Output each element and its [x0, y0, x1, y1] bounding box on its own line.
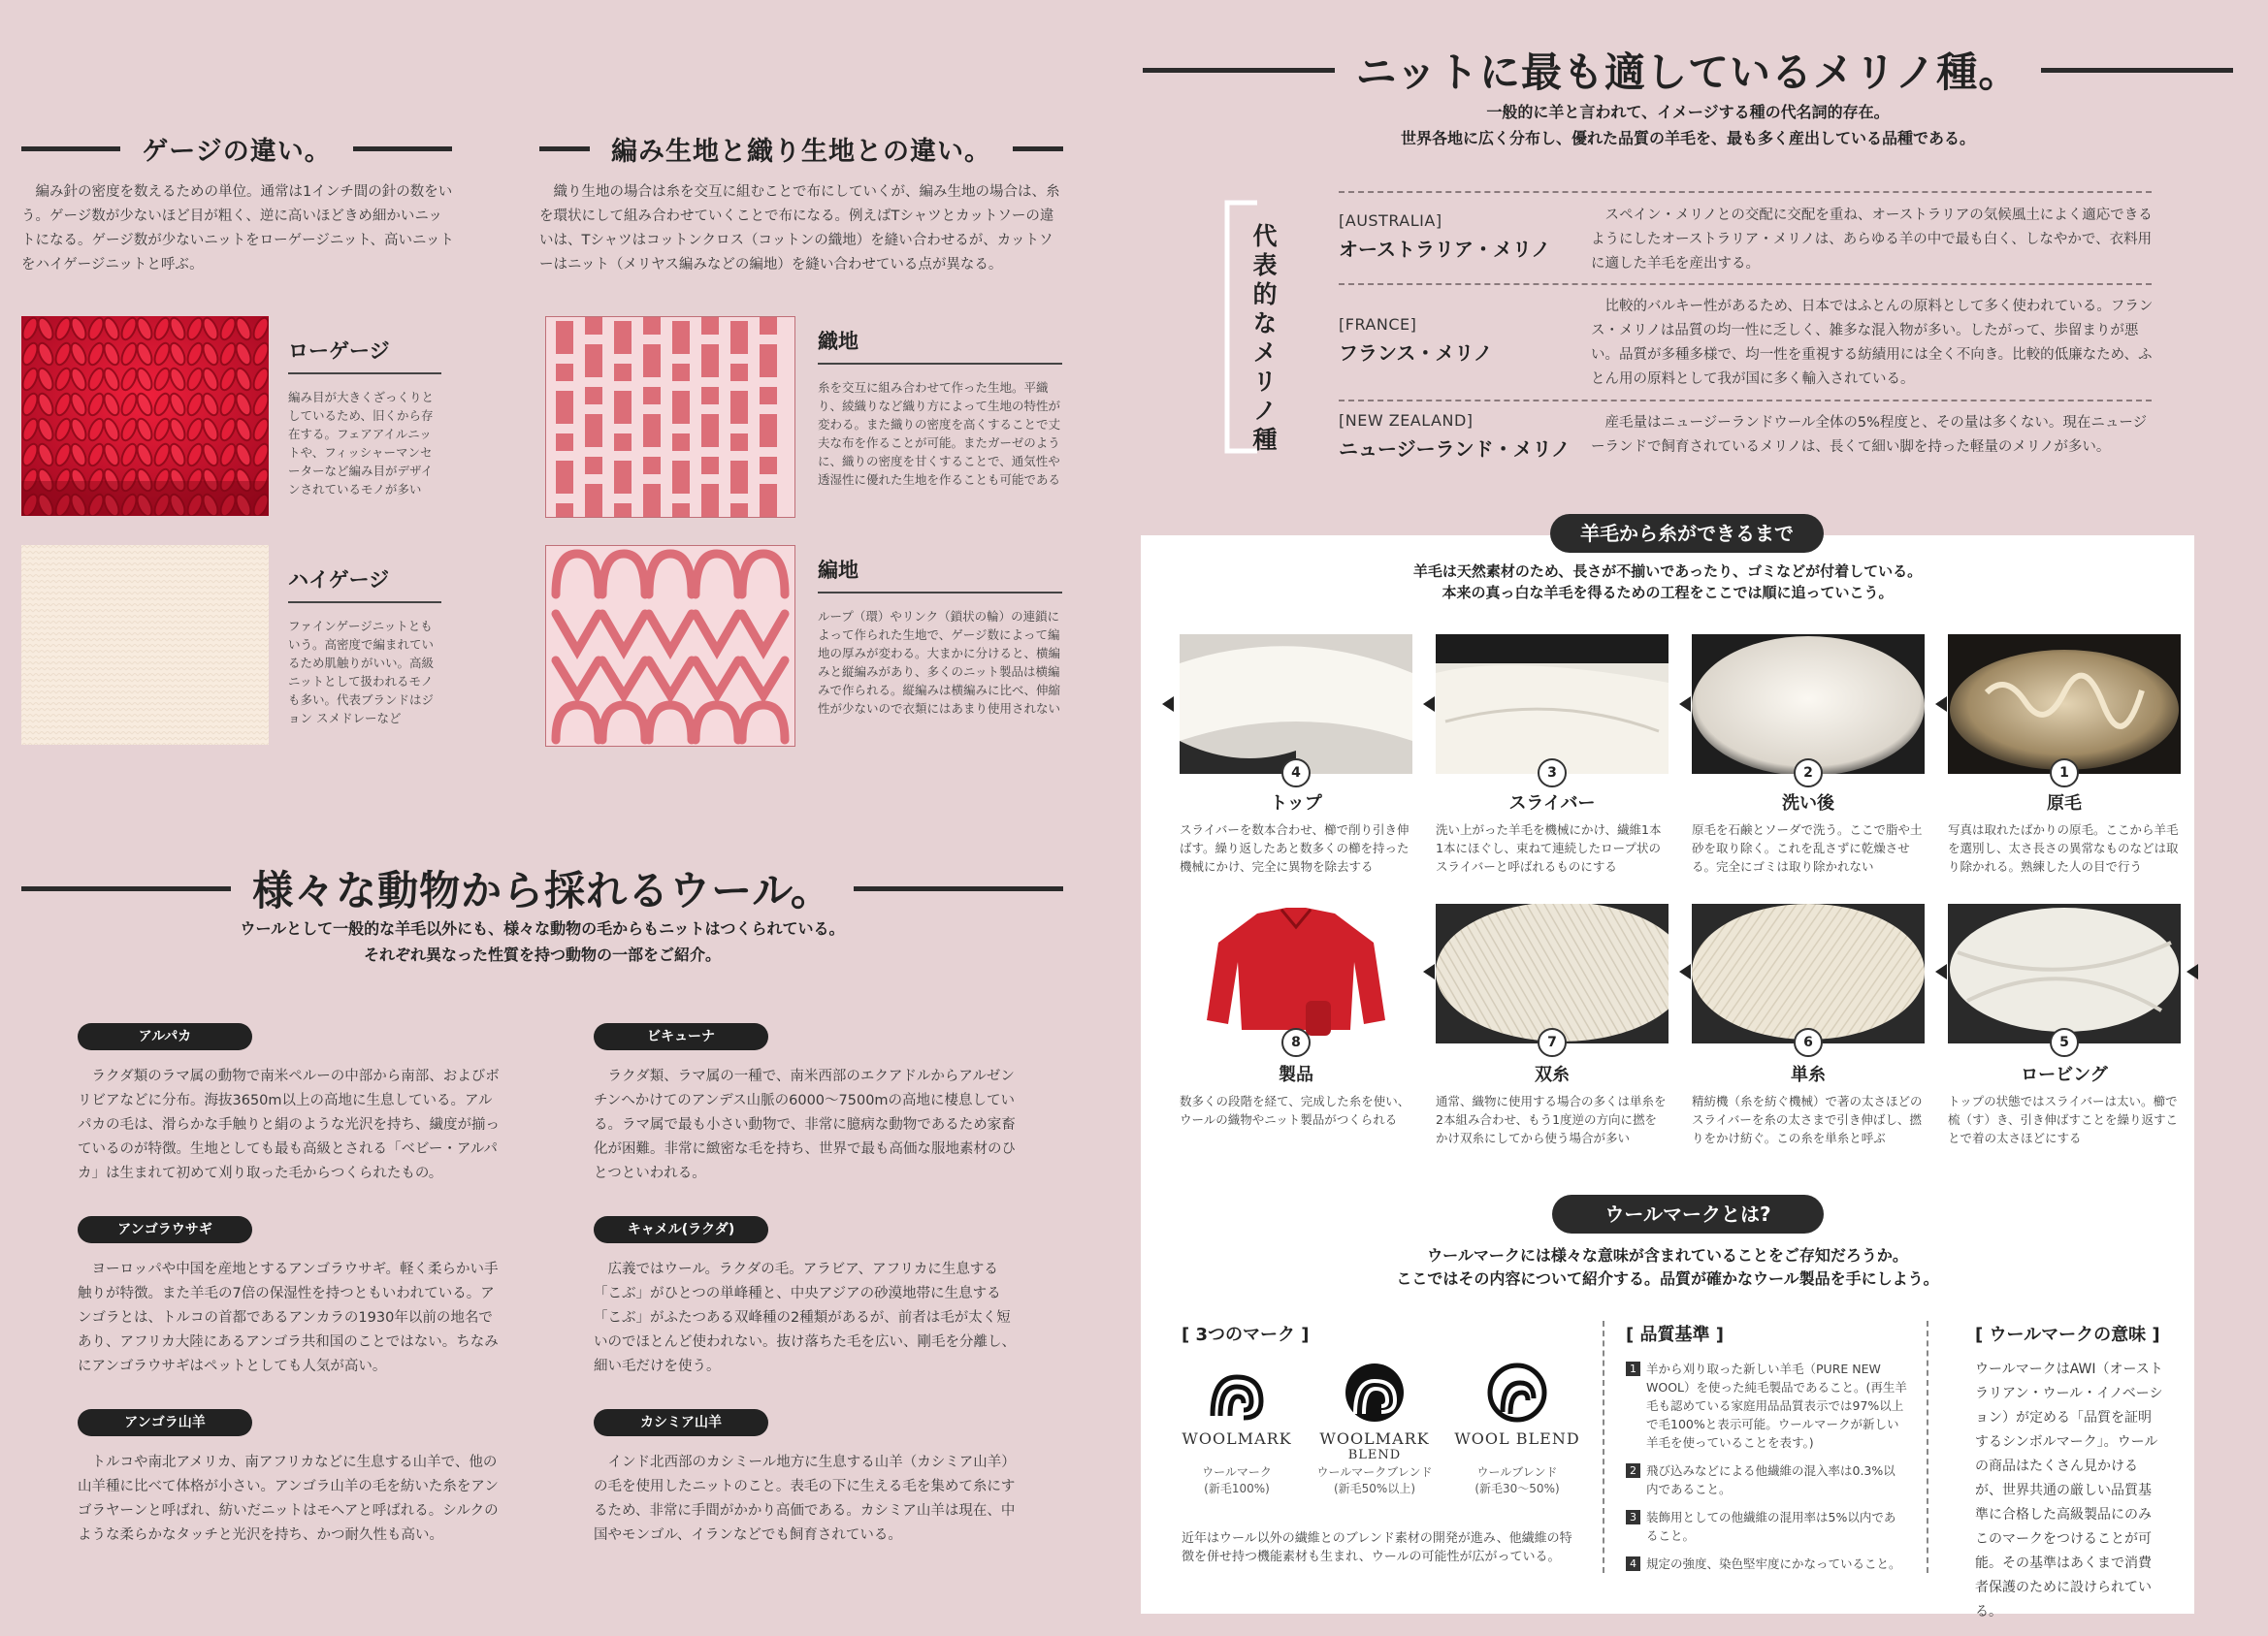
- animal-desc-cashmere-goat: インド北西部のカシミール地方に生息する山羊（カシミア山羊）の毛を使用したニットのこと。表毛の下に生える毛を集めて糸にするため、非常に手間がかかり高価である。カシミア山羊は現在、中国やモンゴル、イランなどでも飼育されている。: [594, 1455, 1016, 1543]
- knit-title: 編地: [818, 555, 1062, 593]
- high-gauge-block: [288, 564, 441, 727]
- merino-divider: [1339, 400, 2152, 401]
- knit-block: [818, 555, 1062, 718]
- arrow-left-icon: [1679, 696, 1691, 712]
- step-desc-product: 数多くの段階を経て、完成した糸を使い、ウールの織物やニット製品がつくられる: [1180, 1094, 1410, 1127]
- low-gauge-knit-photo: [21, 316, 269, 516]
- arrow-left-icon: [1162, 696, 1174, 712]
- step-name-sliver: スライバー: [1508, 793, 1596, 814]
- arrow-left-icon: [1935, 696, 1947, 712]
- step-image-sliver: [1436, 634, 1669, 774]
- process-title: 羊毛から糸ができるまで: [1550, 514, 1824, 553]
- red-sweater-photo: [1180, 904, 1412, 1043]
- animal-name-alpaca: アルパカ: [78, 1023, 252, 1050]
- marks-note: 近年はウール以外の繊維とのブレンド素材の開発が進み、他繊維の特徴を併せ持つ機能素材も生まれ、ウールの可能性が広がっている。: [1182, 1531, 1572, 1564]
- arrow-left-icon: [1679, 964, 1691, 979]
- step-name-single-yarn: 単糸: [1791, 1065, 1826, 1085]
- step-name-product: 製品: [1279, 1065, 1313, 1085]
- gauge-body: 編み針の密度を数えるための単位。通常は1インチ間の針の数をいう。ゲージ数が少ないほど目が粗く、逆に高いほどきめ細かいニットになる。ゲージ数が少ないニットをローゲージニット、高いニットをハイゲージニットと呼ぶ。: [21, 184, 454, 273]
- step-image-raw-wool: [1948, 634, 2181, 774]
- step-number: 6: [1794, 1028, 1823, 1057]
- standard-item: 3 装飾用としての他繊維の混用率は5%以内であること。: [1626, 1508, 1907, 1545]
- woolmark-title: ウールマークとは?: [1552, 1195, 1824, 1234]
- step-number: 7: [1538, 1028, 1567, 1057]
- animal-name-vicuna: ビキューナ: [594, 1023, 768, 1050]
- knit-pattern-graphic: [546, 546, 794, 746]
- low-gauge-block: [288, 336, 441, 498]
- standards-heading: [ 品質基準 ]: [1626, 1325, 1724, 1345]
- woven-block: [818, 326, 1062, 489]
- merino-vertical-label: 代表的なメリノ種: [1249, 223, 1278, 456]
- process-subtitle: 羊毛は天然素材のため、長さが不揃いであったり、ゴミなどが付着している。 本来の真っ白な羊毛を得るための工程をここでは順に追っていこう。: [1412, 562, 1923, 601]
- merino-divider: [1339, 191, 2152, 193]
- step-number: 5: [2050, 1028, 2079, 1057]
- step-name-double-yarn: 双糸: [1535, 1065, 1570, 1085]
- meaning-heading: [ ウールマークの意味 ]: [1975, 1325, 2160, 1345]
- standard-item: 1 羊から刈り取った新しい羊毛（PURE NEW WOOL）を使った純毛製品であること。(再生羊毛も認めている家庭用品品質表示では97%以上で毛100%と表示可能。ウールマークが新しい羊毛を使っていることを表す。): [1626, 1360, 1907, 1452]
- animal-name-angora-goat: アンゴラ山羊: [78, 1409, 252, 1436]
- step-image-double-yarn: [1436, 904, 1669, 1043]
- mark-wool-blend: WOOL BLEND ウールブレンド (新毛30～50%): [1454, 1358, 1580, 1497]
- woolmark-divider: [1603, 1321, 1604, 1573]
- woolmark-logo-icon: [1174, 1358, 1300, 1426]
- merino-item-new-zealand: [NEW ZEALAND] ニュージーランド・メリノ: [1339, 411, 1571, 461]
- step-desc-washed: 原毛を石鹸とソーダで洗う。ここで脂や土砂を取り除く。これを乱さずに乾燥させる。完全にゴミは取り除かれない: [1692, 822, 1923, 874]
- animal-name-cashmere-goat: カシミア山羊: [594, 1409, 768, 1436]
- step-name-top: トップ: [1270, 793, 1322, 814]
- merino-desc-australia: スペイン・メリノとの交配に交配を重ね、オーストラリアの気候風土によく適応できるようにしたオーストラリア・メリノは、あらゆる羊の中で最も白く、しなやかで、衣料用に適した羊毛を産出する。: [1591, 208, 2153, 272]
- step-desc-double-yarn: 通常、織物に使用する場合の多くは単糸を2本組み合わせ、もう1度逆の方向に撚をかけ双糸にしてから使う場合が多い: [1436, 1094, 1667, 1145]
- animals-subtitle: ウールとして一般的な羊毛以外にも、様々な動物の毛からもニットはつくられている。 それぞれ異なった性質を持つ動物の一部をご紹介。: [240, 919, 845, 964]
- merino-desc-france: 比較的バルキー性があるため、日本ではふとんの原料として多く使われている。フランス・メリノは品質の均一性に乏しく、雑多な混入物が多い。したがって、歩留まりが悪い。品質が多種多様で、均一性を重視する紡績用には全く不向き。比較的低廉なため、ふとん用の原料として我が国に多く輸入されている。: [1591, 299, 2154, 387]
- animal-name-angora-rabbit: アンゴラウサギ: [78, 1216, 252, 1243]
- low-gauge-desc: 編み目が大きくざっくりとしているため、旧くから存在する。フェアアイルニットや、フィッシャーマンセーターなど編み目がデザインされているモノが多い: [288, 390, 435, 497]
- animal-name-camel: キャメル(ラクダ): [594, 1216, 768, 1243]
- fabric-body: 織り生地の場合は糸を交互に組むことで布にしていくが、編み生地の場合は、糸を環状にして組み合わせていくことで布になる。例えばTシャツとカットソーの違いは、Tシャツはコットンクロス（コットンの織地）を縫い合わせるが、カットソーはニット（メリヤス編みなどの編地）を縫い合わせている点が異なる。: [539, 184, 1060, 273]
- standard-item: 2 飛び込みなどによる他繊維の混入率は0.3%以内であること。: [1626, 1461, 1907, 1498]
- merino-item-australia: [AUSTRALIA] オーストラリア・メリノ: [1339, 211, 1551, 261]
- high-gauge-title: ハイゲージ: [288, 564, 441, 603]
- step-desc-single-yarn: 精紡機（糸を紡ぐ機械）で著の太さほどのスライバーを糸の太さまで引き伸ばし、撚りをかけ紡ぐ。この糸を単糸と呼ぶ: [1692, 1094, 1923, 1145]
- marks-heading: [ 3つのマーク ]: [1182, 1325, 1310, 1345]
- high-gauge-knit-photo: [21, 545, 269, 745]
- step-image-product: [1180, 904, 1412, 1043]
- step-number: 1: [2050, 758, 2079, 787]
- woven-pattern-graphic: [546, 317, 794, 517]
- step-desc-top: スライバーを数本合わせ、櫛で削り引き伸ばす。繰り返したあと数多くの櫛を持った機械にかけ、完全に異物を除去する: [1180, 822, 1409, 874]
- woven-desc: 糸を交互に組み合わせて作った生地。平織り、綾織りなど織り方によって生地の特性が変わる。また織りの密度を高くすることで丈夫な布を作ることが可能。またガーゼのように、織りの密度を甘くすることで、通気性や透湿性に優れた生地を作ることも可能である: [818, 380, 1061, 487]
- step-image-single-yarn: [1692, 904, 1925, 1043]
- animals-section-title: 様々な動物から採れるウール。: [21, 859, 1063, 917]
- gauge-section-title: ゲージの違い。: [21, 130, 452, 168]
- arrow-left-icon: [1423, 964, 1435, 979]
- merino-item-france: [FRANCE] フランス・メリノ: [1339, 315, 1493, 365]
- merino-subtitle: 一般的に羊と言われて、イメージする種の代名詞的存在。 世界各地に広く分布し、優れた品質の羊毛を、最も多く産出している品種である。: [1400, 103, 1975, 147]
- step-name-washed: 洗い後: [1782, 793, 1834, 814]
- meaning-text: ウールマークはAWI（オーストラリアン・ウール・イノベーション）が定める「品質を証明するシンボルマーク」。ウールの商品はたくさん見かけるが、世界共通の厳しい品質基準に合格した高級製品にのみこのマークをつけることが可能。その基準はあくまで消費者保護のために設けられている。: [1975, 1362, 2163, 1620]
- step-image-washed: [1692, 634, 1925, 774]
- woolmark-blend-logo-icon: [1312, 1358, 1438, 1426]
- arrow-left-icon: [1935, 964, 1947, 979]
- step-desc-raw-wool: 写真は取れたばかりの原毛。ここから羊毛を選別し、太さ長さの異常なものなどは取り除かれる。熟練した人の目で行う: [1948, 822, 2179, 874]
- woven-illustration: [545, 316, 795, 518]
- mark-woolmark-blend: WOOLMARK BLEND ウールマークブレンド (新毛50%以上): [1312, 1358, 1438, 1497]
- animal-desc-vicuna: ラクダ類、ラマ属の一種で、南米西部のエクアドルからアルゼンチンへかけてのアンデス山脈の6000～7500mの高地に棲息している。ラマ属で最も小さい動物で、非常に臆病な動物であるため家畜化が困難。非常に緻密な毛を持ち、世界で最も高価な服地素材のひとつといわれる。: [594, 1069, 1016, 1181]
- step-name-raw-wool: 原毛: [2047, 793, 2082, 814]
- mark-woolmark: WOOLMARK ウールマーク (新毛100%): [1174, 1358, 1300, 1497]
- arrow-left-icon: [1423, 696, 1435, 712]
- step-desc-roving: トップの状態ではスライバーは太い。櫛で梳（す）き、引き伸ばすことを繰り返すことで着の太さほどにする: [1948, 1094, 2179, 1145]
- knit-desc: ループ（環）やリンク（鎖状の輪）の連鎖によって作られた生地で、ゲージ数によって編地の厚みが変わる。大まかに分けると、横編みと縦編みがあり、多くのニット製品は横編みで作られる。縦編みは横編みに比べ、伸縮性が少ないので衣類にはあまり使用されない: [818, 609, 1061, 716]
- woolmark-divider: [1927, 1321, 1928, 1573]
- wool-blend-logo-icon: [1454, 1358, 1580, 1426]
- knit-illustration: [545, 545, 795, 747]
- animal-desc-angora-goat: トルコや南北アメリカ、南アフリカなどに生息する山羊で、他の山羊種に比べて体格が小さい。アンゴラ山羊の毛を紡いた糸をアンゴラヤーンと呼ばれ、紡いだニットはモヘアと呼ばれる。シルクのような柔らかなタッチと光沢を持ち、かつ耐久性も高い。: [78, 1455, 499, 1543]
- high-gauge-image: [21, 545, 269, 745]
- animal-desc-camel: 広義ではウール。ラクダの毛。アラビア、アフリカに生息する「こぶ」がひとつの単峰種と、中央アジアの砂漠地帯に生息する「こぶ」がふたつある双峰種の2種類があるが、前者は毛が太く短いのでほとんど使われない。抜け落ちた毛を広い、剛毛を分離し、細い毛だけを使う。: [594, 1262, 1016, 1374]
- step-desc-sliver: 洗い上がった羊毛を機械にかけ、繊維1本1本にほぐし、束ねて連続したロープ状のスライバーと呼ばれるものにする: [1436, 822, 1662, 874]
- merino-section-title: ニットに最も適しているメリノ種。: [1143, 41, 2233, 99]
- low-gauge-image: [21, 316, 269, 516]
- step-number: 2: [1794, 758, 1823, 787]
- high-gauge-desc: ファインゲージニットともいう。高密度で編まれているため肌触りがいい。高級ニットとして扱われるモノも多い。代表ブランドはジョン スメドレーなど: [288, 619, 435, 725]
- arrow-left-icon: [2187, 964, 2198, 979]
- animal-desc-alpaca: ラクダ類のラマ属の動物で南米ペルーの中部から南部、およびボリビアなどに分布。海抜3650m以上の高地に生息している。アルパカの毛は、滑らかな手触りと絹のような光沢を持ち、繊度が揃っているのが特徴。生地としても最も高級とされる「ベビー・アルパカ」は生まれて初めて刈り取った毛からつくられたもの。: [78, 1069, 500, 1181]
- low-gauge-title: ローゲージ: [288, 336, 441, 374]
- step-number: 3: [1538, 758, 1567, 787]
- step-number: 8: [1281, 1028, 1311, 1057]
- step-image-roving: [1948, 904, 2181, 1043]
- woolmark-subtitle: ウールマークには様々な意味が含まれていることをご存知だろうか。 ここではその内容について紹介する。品質が確かなウール製品を手にしよう。: [1396, 1246, 1939, 1288]
- step-name-roving: ロービング: [2021, 1065, 2108, 1085]
- standard-item: 4 規定の強度、染色堅牢度にかなっていること。: [1626, 1555, 1907, 1573]
- step-image-top: [1180, 634, 1412, 774]
- woven-title: 織地: [818, 326, 1062, 365]
- animal-desc-angora-rabbit: ヨーロッパや中国を産地とするアンゴラウサギ。軽く柔らかい手触りが特徴。また羊毛の7倍の保湿性を持つともいわれている。アンゴラとは、トルコの首都であるアンカラの1930年以前の地名であり、アフリカ大陸にあるアンゴラ共和国のことではない。ちなみにアンゴラウサギはペットとしても人気が高い。: [78, 1262, 499, 1374]
- standards-list: [1626, 1360, 1907, 1583]
- merino-desc-new-zealand: 産毛量はニュージーランドウール全体の5%程度と、その量は多くない。現在ニュージーランドで飼育されているメリノは、長くて細い脚を持った軽量のメリノが多い。: [1591, 415, 2148, 455]
- fabric-section-title: 編み生地と織り生地との違い。: [539, 130, 1063, 168]
- merino-divider: [1339, 283, 2152, 285]
- step-number: 4: [1281, 758, 1311, 787]
